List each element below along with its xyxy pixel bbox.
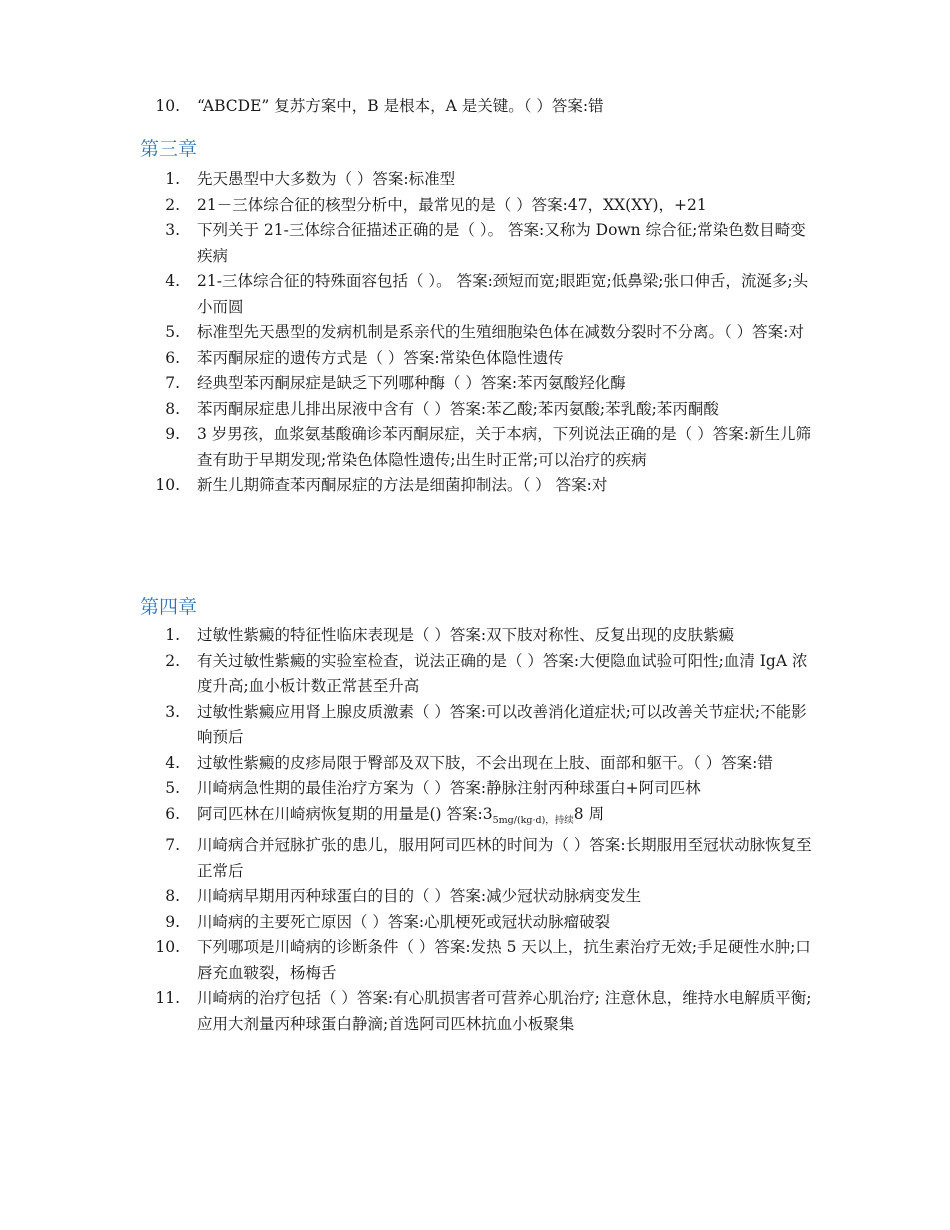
item-number: 5. — [165, 779, 180, 797]
list-item — [0, 422, 812, 473]
item-number: 4. — [165, 753, 180, 772]
question-list-chapter-3 — [0, 167, 950, 499]
list-item — [0, 371, 812, 397]
item-number: 7. — [165, 374, 180, 392]
item-text: 过敏性紫癜应用肾上腺皮质激素（ ）答案:可以改善消化道症状;可以改善关节症状;不能影响预后 — [197, 702, 807, 746]
item-text: 21－三体综合征的核型分析中，最常见的是（ ）答案:47，XX(XY)，+21 — [197, 195, 707, 214]
item-number: 6. — [165, 348, 180, 367]
item-number: 2. — [165, 195, 180, 214]
item-number: 10. — [155, 476, 180, 494]
item-number: 7. — [165, 836, 180, 854]
item-number: 3. — [165, 221, 180, 239]
list-item — [0, 167, 812, 193]
list-item — [0, 218, 812, 269]
item-text: 下列关于 21-三体综合征描述正确的是（ ）。 答案:又称为 Down 综合征;常染色数目畸变疾病 — [197, 221, 806, 265]
item-text: 川崎病早期用丙种球蛋白的目的（ ）答案:减少冠状动脉病变发生 — [197, 887, 642, 905]
list-item — [0, 623, 812, 649]
list-item — [0, 884, 812, 910]
question-list-chapter-4 — [0, 623, 950, 1037]
list-item — [0, 473, 812, 499]
item-number: 9. — [165, 912, 180, 931]
list-item — [0, 935, 812, 986]
question-list-prev — [0, 94, 950, 120]
item-text: 川崎病的治疗包括（ ）答案:有心肌损害者可营养心肌治疗; 注意休息，维持水电解质平衡;应用大剂量丙种球蛋白静滴;首选阿司匹林抗血小板聚集 — [197, 989, 812, 1033]
item-number: 3. — [165, 702, 180, 721]
list-item — [0, 700, 812, 751]
item-number: 1. — [165, 626, 180, 644]
list-item — [0, 776, 812, 802]
chapter-3-heading: 第三章 — [140, 138, 198, 160]
item-text: 过敏性紫癜的特征性临床表现是（ ）答案:双下肢对称性、反复出现的皮肤紫癜 — [197, 626, 735, 644]
list-item — [0, 397, 812, 423]
item-text: 阿司匹林在川崎病恢复期的用量是() 答案:3 — [197, 804, 493, 823]
item-number: 8. — [165, 887, 180, 905]
item-number: 1. — [165, 170, 180, 188]
item-text: 川崎病急性期的最佳治疗方案为（ ）答案:静脉注射丙种球蛋白+阿司匹林 — [197, 779, 701, 797]
list-item — [0, 193, 812, 219]
list-item — [0, 910, 812, 936]
item-number: 6. — [165, 804, 180, 823]
item-number: 8. — [165, 399, 180, 418]
list-item — [0, 986, 812, 1037]
item-number: 10. — [155, 97, 180, 115]
list-item — [0, 346, 812, 372]
item-text: 标准型先天愚型的发病机制是系亲代的生殖细胞染色体在减数分裂时不分离。（ ）答案:对 — [197, 323, 804, 341]
item-number: 10. — [155, 938, 180, 956]
item-number: 2. — [165, 651, 180, 670]
item-text: 川崎病的主要死亡原因（ ）答案:心肌梗死或冠状动脉瘤破裂 — [197, 912, 611, 931]
item-text: 3 岁男孩，血浆氨基酸确诊苯丙酮尿症，关于本病，下列说法正确的是（ ）答案:新生儿筛查有助于早期发现;常染色体隐性遗传;出生时正常;可以治疗的疾病 — [197, 425, 811, 469]
item-text: 苯丙酮尿症患儿排出尿液中含有（ ）答案:苯乙酸;苯丙氨酸;苯乳酸;苯丙酮酸 — [197, 399, 719, 418]
item-number: 9. — [165, 425, 180, 443]
item-text: 过敏性紫癜的皮疹局限于臀部及双下肢，不会出现在上肢、面部和躯干。（ ）答案:错 — [197, 753, 773, 772]
item-text: 苯丙酮尿症的遗传方式是（ ）答案:常染色体隐性遗传 — [197, 348, 564, 367]
item-number: 4. — [165, 272, 180, 290]
item-text: 下列哪项是川崎病的诊断条件（ ）答案:发热 5 天以上，抗生素治疗无效;手足硬性水肿;口唇充血皲裂，杨梅舌 — [197, 938, 811, 982]
list-item — [0, 751, 812, 777]
item-text: 先天愚型中大多数为（ ）答案:标准型 — [197, 170, 456, 188]
list-item — [0, 94, 812, 120]
list-item — [0, 320, 812, 346]
item-text: 21-三体综合征的特殊面容包括（ ）。 答案:颈短而宽;眼距宽;低鼻梁;张口伸舌，流涎多;头小而圆 — [197, 272, 809, 316]
item-text: 有关过敏性紫癜的实验室检查，说法正确的是（ ）答案:大便隐血试验可阳性;血清 IgA 浓度升高;血小板计数正常甚至升高 — [197, 651, 808, 695]
item-number: 5. — [165, 323, 180, 341]
list-item — [0, 802, 812, 834]
chapter-4-heading: 第四章 — [140, 596, 198, 618]
item-text: “ABCDE” 复苏方案中，B 是根本，A 是关键。（ ）答案:错 — [197, 97, 604, 115]
item-text-tail: 8 周 — [573, 804, 605, 823]
item-text: 川崎病合并冠脉扩张的患儿，服用阿司匹林的时间为（ ）答案:长期服用至冠状动脉恢复至正常后 — [197, 836, 812, 880]
item-text: 经典型苯丙酮尿症是缺乏下列哪种酶（ ）答案:苯丙氨酸羟化酶 — [197, 374, 626, 392]
list-item — [0, 649, 812, 700]
dosage-subscript: 5mg/(kg·d)，持续 — [492, 814, 574, 826]
list-item — [0, 269, 812, 320]
item-text: 新生儿期筛查苯丙酮尿症的方法是细菌抑制法。（ ） 答案:对 — [197, 476, 608, 494]
list-item — [0, 833, 812, 884]
item-number: 11. — [155, 989, 180, 1007]
